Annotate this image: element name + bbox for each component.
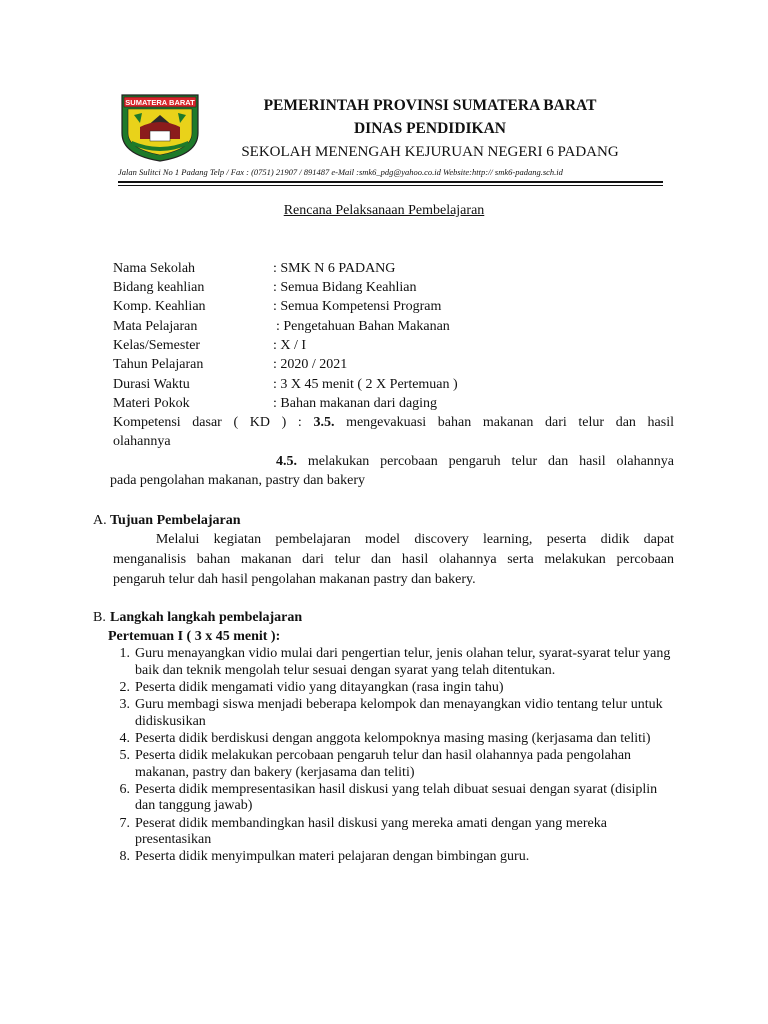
identity-value: : Semua Bidang Keahlian	[273, 280, 417, 295]
letterhead-divider-thin	[118, 185, 663, 186]
identity-label: Komp. Keahlian	[113, 299, 206, 314]
letterhead-agency: DINAS PENDIDIKAN	[353, 120, 506, 137]
step-number: 6.	[119, 781, 130, 797]
list-item	[110, 731, 680, 748]
list-item	[110, 646, 680, 679]
step-text: Peserta didik menyimpulkan materi pelajaran dengan bimbingan guru.	[135, 849, 530, 865]
section-a-title: Tujuan Pembelajaran	[110, 513, 241, 528]
list-item	[110, 748, 680, 781]
kd2-continuation: pada pengolahan makanan, pastry dan bakery	[110, 473, 366, 488]
identity-value: : X / I	[273, 338, 307, 353]
step-text: Peserta didik berdiskusi dengan anggota kelompoknya masing masing (kerjasama dan teliti)	[135, 730, 651, 746]
list-item	[110, 816, 680, 849]
identity-label: Durasi Waktu	[113, 377, 190, 392]
identity-label: Tahun Pelajaran	[113, 357, 204, 372]
step-number: 8.	[119, 849, 130, 865]
meeting-heading: Pertemuan I ( 3 x 45 menit ):	[108, 629, 281, 644]
kd2-text: melakukan percobaan pengaruh telur dan hasil olahannya	[307, 454, 674, 469]
list-item	[110, 849, 680, 866]
section-b-title: Langkah langkah pembelajaran	[110, 610, 303, 625]
step-text: Peserta didik melakukan percobaan pengaruh telur dan hasil olahannya pada pengolahan makanan, pastry dan bakery (kerjasama dan teliti)	[135, 747, 632, 780]
step-text: Peserta didik mempresentasikan hasil diskusi yang telah dibuat sesuai dengan syarat (disiplin dan tanggung jawab)	[135, 781, 658, 814]
step-number: 5.	[119, 747, 130, 763]
kd-line-1	[113, 415, 674, 431]
step-number: 3.	[119, 696, 130, 712]
step-number: 1.	[119, 646, 130, 661]
paragraph-line: pengaruh telur dah hasil pengolahan makanan pastry dan bakery.	[113, 572, 476, 587]
step-number: 2.	[119, 679, 130, 695]
list-item	[110, 782, 680, 815]
letterhead-school: SEKOLAH MENENGAH KEJURUAN NEGERI 6 PADANG	[241, 144, 619, 160]
kd1-number: 3.5.	[313, 415, 335, 430]
identity-value: : Semua Kompetensi Program	[273, 299, 442, 314]
kd-line-2	[276, 454, 674, 470]
section-b-letter: B.	[93, 610, 106, 625]
paragraph-line: menganalisis bahan makanan dari telur dan hasil olahannya serta melakukan percobaan	[113, 552, 674, 567]
identity-label: Materi Pokok	[113, 396, 190, 411]
list-item	[110, 680, 680, 697]
identity-label: Bidang keahlian	[113, 280, 205, 295]
section-a-letter: A.	[93, 513, 107, 528]
identity-value: : SMK N 6 PADANG	[273, 261, 396, 276]
identity-value: : Pengetahuan Bahan Makanan	[276, 319, 450, 334]
list-item	[110, 697, 680, 730]
paragraph-line: Melalui kegiatan pembelajaran model discovery learning, peserta didik dapat	[113, 532, 674, 547]
step-text: Peserat didik membandingkan hasil diskusi yang mereka amati dengan yang mereka presentasikan	[135, 815, 607, 848]
steps-list	[110, 646, 680, 866]
identity-label: Kelas/Semester	[113, 338, 201, 353]
step-text: Guru membagi siswa menjadi beberapa kelompok dan menayangkan vidio tentang telur untuk didiskusikan	[135, 696, 663, 729]
letterhead-address: Jalan Sulitci No 1 Padang Telp / Fax : (0751) 21907 / 891487 e-Mail :smk6_pdg@yahoo.co.id Website:http:// smk6-padang.sch.id	[118, 167, 563, 177]
section-a-paragraph	[113, 530, 674, 590]
identity-label: Nama Sekolah	[113, 261, 196, 276]
identity-label: Mata Pelajaran	[113, 319, 198, 334]
logo-banner-text: SUMATERA BARAT	[125, 98, 195, 107]
identity-value: : 2020 / 2021	[273, 357, 348, 372]
step-number: 7.	[119, 815, 130, 831]
kd2-number: 4.5.	[276, 454, 297, 469]
identity-value: : 3 X 45 menit ( 2 X Pertemuan )	[273, 377, 458, 392]
identity-value: : Bahan makanan dari daging	[273, 396, 438, 411]
step-text: Guru menayangkan vidio mulai dari pengertian telur, jenis olahan telur, syarat-syarat telur yang baik dan teknik mengolah telur sesuai dengan syarat yang telah ditentukan.	[135, 646, 671, 678]
step-text: Peserta didik mengamati vidio yang ditayangkan (rasa ingin tahu)	[135, 679, 504, 695]
kd1-text: mengevakuasi bahan makanan dari telur dan hasil	[346, 415, 674, 430]
letterhead-divider	[118, 181, 663, 183]
kd-label: Kompetensi dasar ( KD ) :	[113, 415, 302, 430]
document-title: Rencana Pelaksanaan Pembelajaran	[283, 203, 485, 218]
kd1-continuation: olahannya	[113, 434, 171, 449]
step-number: 4.	[119, 730, 130, 746]
letterhead-province: PEMERINTAH PROVINSI SUMATERA BARAT	[263, 97, 597, 114]
